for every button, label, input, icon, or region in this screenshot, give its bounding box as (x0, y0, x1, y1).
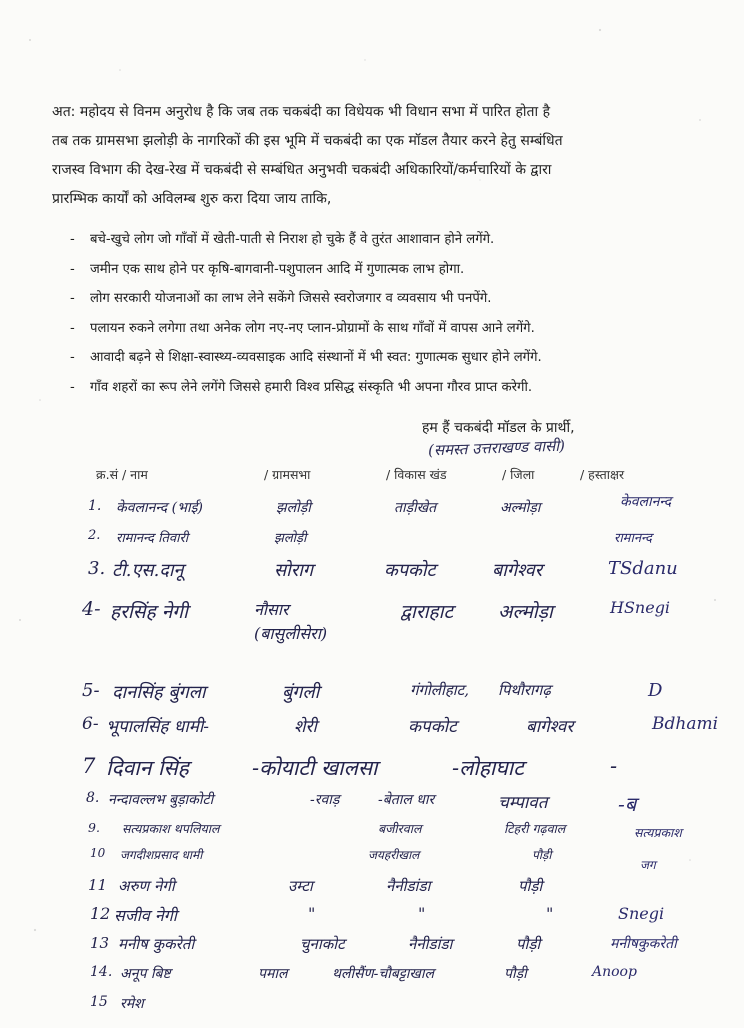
dash-bullet: - (70, 232, 75, 247)
entry-vikas-khand: कपकोट (384, 560, 436, 581)
column-header-signature: / हस्ताक्षर (580, 467, 625, 482)
bullet-text: बचे-खुचे लोग जो गाँवों में खेती-पाती से निराश हो चुके हैं वे तुरंत आशावान होने लगेंगे. (90, 232, 495, 247)
entry-zila: - (610, 754, 618, 778)
bullet-text: गाँव शहरों का रूप लेने लगेंगे जिससे हमारी विश्व प्रसिद्ध संस्कृति भी अपना गौरव प्राप्त करेगी. (90, 379, 533, 395)
entry-signature: Bdhami (652, 714, 719, 734)
paragraph-line: राजस्व विभाग की देख-रेख में चकबंदी से सम्बंधित अनुभवी चकबंदी अधिकारियों/कर्मचारियों के द्वारा (52, 162, 552, 178)
entry-number: 1. (88, 498, 102, 514)
entry-zila: पौड़ी (516, 935, 541, 953)
table-row (82, 598, 738, 643)
table-row (82, 754, 738, 788)
entry-vikas-khand: थलीसैंण-चौबट्टाखाल (332, 966, 434, 982)
entry-gramsabha: सोराग (274, 560, 313, 581)
column-header-zila: / जिला (502, 467, 535, 482)
entry-number: 15 (90, 994, 108, 1010)
entry-gramsabha: -कोयाटी खालसा (252, 756, 378, 780)
entry-name: भूपालसिंह धामी- (106, 717, 210, 737)
entry-gramsabha: नौसार (बासुलीसेरा) (254, 600, 328, 643)
entry-gramsabha: बुंगली (282, 682, 320, 703)
applicants-handwritten: (समस्त उत्तराखण्ड वासी) (427, 436, 566, 460)
entry-number: 4- (82, 598, 101, 620)
table-row (88, 964, 738, 998)
entry-vikas-khand: -बेताल धार (378, 792, 435, 808)
entry-gramsabha: झलोड़ी (276, 500, 311, 516)
entry-gramsabha: " (308, 904, 316, 923)
entry-gramsabha: पमाल (258, 966, 288, 982)
table-row (88, 934, 738, 968)
entry-vikas-khand: नैनीडांडा (386, 877, 431, 895)
entry-name: मनीष कुकरेती (118, 935, 195, 953)
entry-name: दिवान सिंह (106, 756, 189, 780)
table-row (82, 714, 738, 748)
entry-name: नन्दावल्लभ बुड़ाकोटी (108, 792, 214, 808)
entry-vikas-khand: कपकोट (408, 717, 457, 737)
table-row (88, 528, 738, 562)
table-row (88, 494, 738, 532)
entry-zila: बागेश्वर (526, 717, 574, 737)
entry-name: रमेश (120, 996, 144, 1012)
column-header-name: क्र.सं / नाम (96, 467, 148, 482)
entry-signature: -ब (618, 792, 637, 816)
table-row (88, 994, 738, 1028)
entry-signature: मनीषकुकरेती (610, 936, 677, 952)
entry-vikas-khand: बजीरवाल (378, 821, 422, 836)
entry-signature: रामानन्द (614, 531, 652, 546)
entry-vikas-khand: गंगोलीहाट, (410, 681, 470, 699)
entry-gramsabha: उम्टा (288, 877, 313, 895)
entry-signature: Snegi (618, 904, 665, 923)
dash-bullet: - (70, 350, 75, 365)
bullet-text: लोग सरकारी योजनाओं का लाभ लेने सकेंगे जिससे स्वरोजगार व व्यवसाय भी पनपेंगे. (90, 291, 492, 306)
column-header-vikas-khand: / विकास खंड (386, 467, 447, 482)
entry-number: 8. (86, 790, 100, 806)
entry-name: दानसिंह बुंगला (112, 682, 206, 703)
table-row (88, 558, 738, 592)
entry-gramsabha: -रवाड़ (310, 792, 340, 808)
applicants-line: हम हैं चकबंदी मॉडल के प्रार्थी, (422, 420, 575, 436)
entry-zila: पौड़ी (518, 877, 543, 895)
dash-bullet: - (70, 291, 75, 306)
entry-gramsabha: चुनाकोट (300, 935, 345, 953)
entry-vikas-khand: " (418, 904, 426, 923)
dash-bullet: - (70, 320, 75, 336)
entry-vikas-khand: नैनीडांडा (408, 935, 453, 953)
entry-name: सत्यप्रकाश थपलियाल (122, 821, 220, 836)
table-row (88, 790, 738, 824)
entry-number: 10 (90, 846, 106, 860)
entry-gramsabha: शेरी (294, 717, 317, 737)
entry-number: 12 (90, 904, 111, 923)
entry-name: सजीव नेगी (114, 906, 177, 925)
entry-name: जगदीशप्रसाद धामी (120, 848, 203, 862)
entry-zila: पौड़ी (532, 848, 552, 862)
entry-number: 6- (82, 714, 99, 734)
entry-number: 7 (82, 754, 96, 778)
bullet-text: जमीन एक साथ होने पर कृषि-बागवानी-पशुपालन आदि में गुणात्मक लाभ होगा. (90, 261, 465, 277)
entry-number: 14. (90, 964, 113, 980)
entry-signature: सत्यप्रकाश (634, 825, 682, 840)
entry-number: 13 (90, 934, 110, 952)
entry-vikas-khand: ताड़ीखेत (394, 500, 437, 516)
entry-name: अनूप बिष्ट (120, 966, 171, 982)
paragraph-line: अत: महोदय से विनम अनुरोध है कि जब तक चकबंदी का विधेयक भी विधान सभा में पारित होता है (52, 104, 551, 120)
entry-zila: अल्मोड़ा (500, 500, 541, 516)
paragraph-line: तब तक ग्रामसभा झलोड़ी के नागरिकों की इस भूमि में चकबंदी का एक मॉडल तैयार करने हेतु सम्बंधित (52, 133, 563, 149)
entry-number: 2. (88, 528, 101, 543)
entry-zila: पौड़ी (504, 966, 527, 982)
entry-zila: टिहरी गढ़वाल (504, 821, 566, 836)
entry-vikas-khand: द्वाराहाट (400, 601, 454, 623)
entry-vikas-khand: जयहरीखाल (368, 848, 420, 862)
entry-name: रामानन्द तिवारी (116, 531, 189, 546)
entry-signature: जग (640, 858, 656, 872)
entry-signature: HSnegi (610, 598, 671, 617)
column-header-gramsabha: / ग्रामसभा (264, 467, 311, 482)
bullet-text: आवादी बढ़ने से शिक्षा-स्वास्थ्य-व्यवसाइक आदि संस्थानों में भी स्वत: गुणात्मक सुधार होने लगेंगे. (90, 350, 542, 365)
table-row (88, 904, 738, 938)
dash-bullet: - (70, 261, 75, 277)
entry-gramsabha: झलोड़ी (274, 531, 307, 546)
paragraph-line: प्रारम्भिक कार्यों को अविलम्ब शुरु करा दिया जाय ताकि, (52, 191, 332, 207)
entry-name: हरसिंह नेगी (110, 601, 188, 623)
table-row (82, 680, 738, 714)
entry-zila: चम्पावत (498, 793, 548, 813)
entry-number: 3. (88, 558, 106, 579)
table-row (88, 846, 738, 880)
entry-zila: अल्मोड़ा (498, 601, 553, 623)
entry-signature: केवलानन्द (620, 494, 672, 510)
entry-name: अरुण नेगी (118, 877, 175, 895)
entry-name: टी.एस.दानू (112, 560, 184, 581)
entry-name: केवलानन्द (भाई) (116, 500, 203, 516)
entry-number: 5- (82, 680, 100, 701)
entry-zila: पिथौरागढ़ (498, 681, 551, 699)
bullet-text: पलायन रुकने लगेगा तथा अनेक लोग नए-नए प्लान-प्रोग्रामों के साथ गाँवों में वापस आने लगेंगे. (90, 320, 535, 336)
entry-zila: बागेश्वर (492, 560, 543, 581)
entry-vikas-khand: -लोहाघाट (452, 756, 524, 780)
entry-zila: " (546, 904, 554, 923)
entry-signature: TSdanu (608, 558, 678, 579)
entry-number: 11 (88, 876, 108, 894)
entry-signature: D (648, 680, 663, 701)
dash-bullet: - (70, 379, 75, 395)
entry-number: 9. (88, 820, 100, 835)
entry-signature: Anoop (592, 964, 637, 980)
